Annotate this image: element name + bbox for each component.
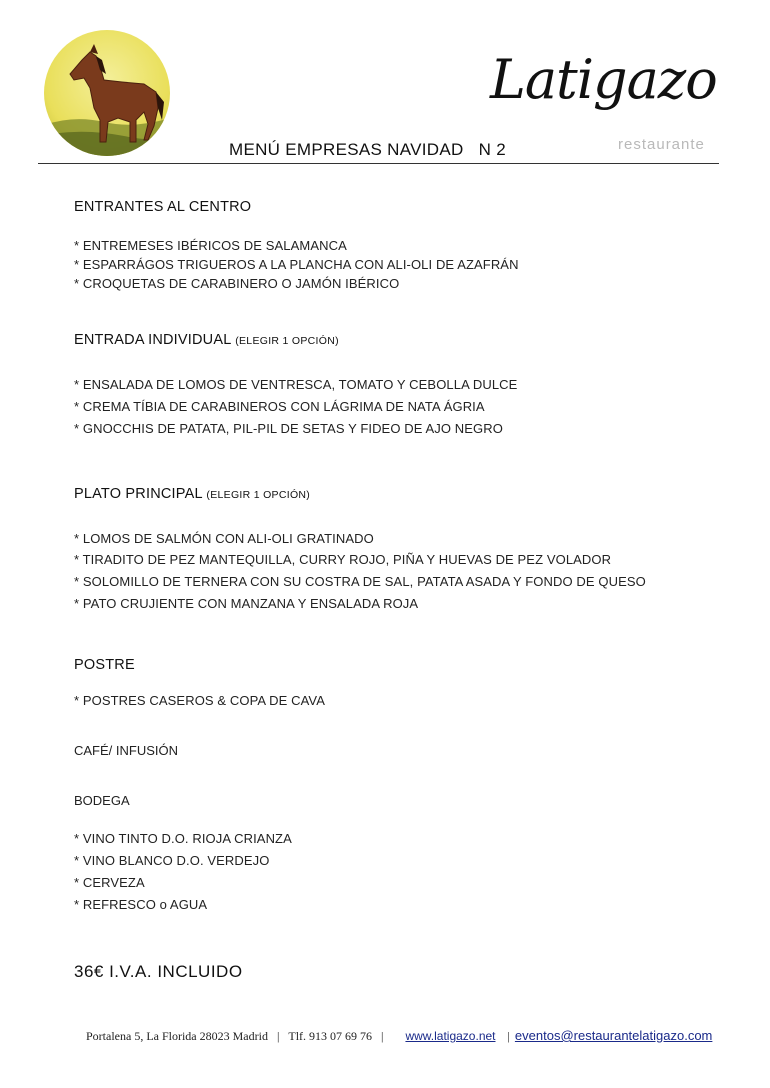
menu-item: * CROQUETAS DE CARABINERO O JAMÓN IBÉRICO xyxy=(74,276,400,291)
footer-email-link[interactable]: eventos@restaurantelatigazo.com xyxy=(514,1028,713,1043)
footer-separator: | xyxy=(276,1029,280,1043)
section-heading-principal xyxy=(74,486,310,502)
menu-item: * TIRADITO DE PEZ MANTEQUILLA, CURRY ROJO, PIÑA Y HUEVAS DE PEZ VOLADOR xyxy=(74,552,612,567)
footer-address: Portalena 5, La Florida 28023 Madrid xyxy=(86,1029,268,1043)
footer xyxy=(86,1028,712,1044)
footer-phone: Tlf. 913 07 69 76 xyxy=(288,1029,373,1043)
section-heading-postre: POSTRE xyxy=(74,657,135,673)
menu-item: * GNOCCHIS DE PATATA, PIL-PIL DE SETAS Y FIDEO DE AJO NEGRO xyxy=(74,421,503,436)
horse-logo-image xyxy=(44,30,170,156)
footer-web-link[interactable]: www.latigazo.net xyxy=(405,1029,496,1043)
menu-item: * ENTREMESES IBÉRICOS DE SALAMANCA xyxy=(74,238,347,253)
menu-item: * CREMA TÍBIA DE CARABINEROS CON LÁGRIMA DE NATA ÁGRIA xyxy=(74,399,485,414)
section-heading-label: PLATO PRINCIPAL xyxy=(74,486,203,502)
section-heading-cafe: CAFÉ/ INFUSIÓN xyxy=(74,743,179,758)
header-divider xyxy=(38,163,719,164)
menu-item: * SOLOMILLO DE TERNERA CON SU COSTRA DE SAL, PATATA ASADA Y FONDO DE QUESO xyxy=(74,574,646,589)
section-note: (ELEGIR 1 OPCIÓN) xyxy=(235,335,339,347)
menu-item: * VINO BLANCO D.O. VERDEJO xyxy=(74,853,270,868)
menu-item: * ENSALADA DE LOMOS DE VENTRESCA, TOMATO Y CEBOLLA DULCE xyxy=(74,377,518,392)
section-heading-label: ENTRADA INDIVIDUAL xyxy=(74,332,231,348)
menu-title: MENÚ EMPRESAS NAVIDAD N 2 xyxy=(229,140,507,159)
section-heading-bodega: BODEGA xyxy=(74,793,130,808)
menu-item: * ESPARRÁGOS TRIGUEROS A LA PLANCHA CON ALI-OLI DE AZAFRÁN xyxy=(74,257,519,272)
brand-subtitle: restaurante xyxy=(618,136,705,153)
menu-item: * VINO TINTO D.O. RIOJA CRIANZA xyxy=(74,831,292,846)
footer-separator: | xyxy=(381,1029,384,1043)
section-heading-entrantes: ENTRANTES AL CENTRO xyxy=(74,199,252,215)
horse-logo xyxy=(44,30,170,156)
footer-separator: | xyxy=(507,1029,510,1043)
section-note: (ELEGIR 1 OPCIÓN) xyxy=(206,489,311,501)
menu-item: * POSTRES CASEROS & COPA DE CAVA xyxy=(74,693,325,708)
menu-item: * CERVEZA xyxy=(74,875,145,890)
brand-logo xyxy=(490,48,720,158)
price: 36€ I.V.A. INCLUIDO xyxy=(74,962,243,981)
menu-item: * LOMOS DE SALMÓN CON ALI-OLI GRATINADO xyxy=(74,531,374,546)
section-heading-individual xyxy=(74,332,339,348)
brand-name: Latigazo xyxy=(490,48,717,111)
menu-item: * REFRESCO o AGUA xyxy=(74,897,208,912)
menu-item: * PATO CRUJIENTE CON MANZANA Y ENSALADA ROJA xyxy=(74,596,419,611)
